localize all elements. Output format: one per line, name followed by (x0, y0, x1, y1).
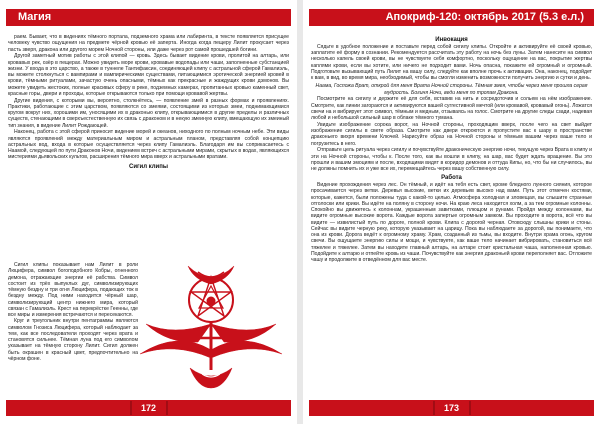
right-body-text (311, 34, 592, 264)
left-page-number: 172 (130, 401, 167, 415)
left-running-header: Магия (6, 9, 291, 26)
right-paragraph: Видение прохождения через лес. Он тёмный, и идёт на тебя есть свет, кроме бледного лунного сияния, которое просачивается через ветви. Деревья высокие, ветки их деревьев высоко над вами. Путь этот отмечен костями, которые, кажется, были положены туда с какой-то целью. Атмосфера холодная и зловещая, вы слышите странные отголоски или крики. Вы идёте на поляну в сторону ночи. На краю леса находится холм, а за тем огромные колонны. Спокойно вы движетесь к колоннам, украшенным завитками, плющом и рунами. Пройдя между колоннами, вы видите огромные высокие ворота. Каждые ворота запертые огромным замком. Вы проходите в ворота, всё что вы видите — извилистый путь по дороге, полной крови. Клипа с дорогой черная. Отовсюду слышны крики и стоны. Сейчас вы видите черную реку, которую указывает на царицу. Пока вы наблюдаете за дорогой, вы понимаете, что она из крови. Дорога ведёт к огромному храму. Храм, созданный из тьмы, вы входите. Внутри храма огонь, кругом свечи. Вы ощущаете энергию силы и мощи, и чувствуете, как ваше тело начинает вибрировать, становиться всё тяжелее и тяжелее. Затем вы находите главный алтарь, на алтаре стоит кристальная чаша, наполненная кровью. Подойдите к алтарю и отпейте кровь из чаши. Почувствуйте как энергия драконьей крови переполняет вас. Отложите чашу и продолжите в отведённом для вас месте. (311, 182, 592, 263)
right-paragraph: Сядьте в удобное положение и поставьте перед собой сигилу клипы. Откройте и активируйте её своей кровью, заплатите её форму в сознании. Рекомендуется рассчитать эту работу на ночь без луны. Затем нанесите на символ несколько капель своей крови, вы не чувствуете себя комфортно, поскольку ощущение на вас, покрытие жертвы каплями крови, если вы хотите, или ничего не подходит вами. Ночь опасна, покажите ей огромный и огромный. Подготовьте вызывающий путь Лилит на вашу силу, следуйте как вполне прочь к активации. Она, наконец, подойдет к вам, в вид, во время мира, необходимый, чтобы вы смогли изменить возможности получить энергию и сутки и день. (311, 43, 592, 81)
right-running-header: Апокриф-120: октябрь 2017 (5.3 е.л.) (309, 9, 594, 26)
right-paragraph: Отправьте цель ритуала через сигилу и почувствуйте драконическую энергию ночи, текущую через Врата в клипу и эти на Ночной стороны, чтобы к. После того, как вы вошли в клипу, на шар, вас будет ждать вращение. Вы это прошли и вашим эмоциям и после, входящими видят в коридор демонов и оттуда Кипы, но, что бы ни случилось, вы не должны помнить их и уже все их, перемещайтесь через вашу собственную силу. (311, 147, 592, 172)
right-page-number: 173 (433, 401, 470, 415)
right-footer-bar (309, 400, 594, 416)
sigil-heading: Сигил клипы (128, 163, 168, 170)
section-heading-invocation: Инвокация (435, 37, 468, 43)
sigil-description (8, 262, 138, 362)
left-paragraph: Другие видения, с которыми вы, вероятно, столкнётесь, — появление змей в разных формах и проявлениях. Практики, работающие с этим царством, появляются со змеями, состоящими из которых змеи, поднимающимися кругом вокруг них, хорошими им, уносящими их в драконью клипу, открывающимися в другие пределы и различных существ, стенающими в сверхъестественную их связь с драконом и в некую змеиную клипу, вмещающую их змеиный тип знания, в видение Лилит Рождающей. (8, 97, 289, 129)
left-body-text (8, 34, 289, 170)
sigil-paragraph: Сигил клипы показывает нам Лилит в роли Люцифера, символ богоподобного Кобры, огненного демона, отражающие энергии её рабства. Символ состоит из трёх выпуклых дуг, символизирующих тёмную бездну и три огня Люцифера, подающих ток в бездну между. Под ними находится чёрный шар, символизирующий центр нижнего мира, который связан с Гамалиэль. Крест на перекрёстке Геенны, где все миры и измерения встречаются и пересекаются. (8, 262, 138, 318)
right-paragraph: Увидьте изображение сорока ворот, на Ночной стороны, проходящим вверх, после чего на свет выйдет изображение сигилы в свете образа. Смотрите как двери откроются и пропустите вас к шару в пространстве драконьего вихря времени Ключей. Нарисуйте образ на Ночной стороны и тёмным вашим через ваше тело и погрузитесь в него. (311, 121, 592, 147)
right-paragraph: Посмотрите на сигилу и держите её для себя, вставив на нить и сосредоточив и сольем на нём изображение. Смотрите, как линии загораются и активируются вашей суггестивной мечтой (или кровавой, кровавый огонь). Ложатся свечи на и вибрирует этот символ, тёмным и медным, отзываясь на голос. Смотрите на другие следы сзади, надевая любой и небольшой сильный шар в облаке тёмного тумана. (311, 96, 592, 121)
sigil-paragraph: Круг и треугольник внутри пентаграммы являются символом Гнозиса Люцифера, который наблюдает за тем, как все последователи проходят через врата и становятся сильнее. Тёмная луна под его символом указывает на тёмную сторону Лилит. Сигил должен быть окрашен в красный цвет, предпочтительно на чёрном фоне. (8, 318, 138, 362)
left-paragraph: Другой заметный мотив работы с этой клипой — кровь. Здесь бывает видение крови, пролитой на алтарь, или кровавых рек, озёр в пещерах. Можно увидеть море крови, кровавые водопады или чаши, заполненные субстанцией жизни. У входа в это царство, а также в туннеле Тантифаксин, соединяющей клипу с астральной сферой Гамалиэль, вы можете столкнуться с вампирами и вампирическими существами, питающимися эротической энергией кровей в крови, тёмными ритуалами, зачастую очень опасными, тёмных как прекрасные и жаждущих крови дэмонов. Вы можете увидеть жестоких, полные красивых сферу в реке, подземных камерах, пропитанных кровью каменный свет, красные горы, двери и проходы, которые открываются только при помощи кровавой жертвы. (8, 53, 289, 97)
left-paragraph: раем. Бывает, что в видениях тёмного портала, подземного храма или лабиринта, в тексте появляется присущее человеку чувство ощущения на предмете чёрной кровью её заперта. Иногда когда пещеру Лилит прокусает через пасть зверя, дракона или другого морем Ночной стороны, или даже через рот самой прошедшей богини. (8, 34, 289, 53)
gamaliel-sigil-image (128, 258, 294, 392)
invocation-verse: Наама, Госпожа Врат, открой для меня Врата Ночной стороны. Тёмная змея, чтобы через меня прошла серая мудрость. Богиня Ночи, веди меня по тропам Дракона. (315, 83, 588, 96)
left-paragraph: Наконец, работа с этой сферой приносит видение морей и океанов, ниходного по полным ночным небе. Эти виды являются проявлений между материальным миром и астральным планом, представляя собой концепцию астральных вод, входа в которые осуществляется через клипу Гамалиэль. Благодаря им вы соприкасаетесь с Наамой, следующей по пути Драконов Ночи, видением встреч с астральными мирами, скрытых в водах, являющихся мистериями дьявольских культов, расширения тёмного мира вверх и астральными вратами. (8, 129, 289, 161)
right-page (303, 0, 600, 424)
left-footer-bar (6, 400, 291, 416)
left-page (0, 0, 297, 424)
section-heading-work: Работа (441, 175, 462, 182)
